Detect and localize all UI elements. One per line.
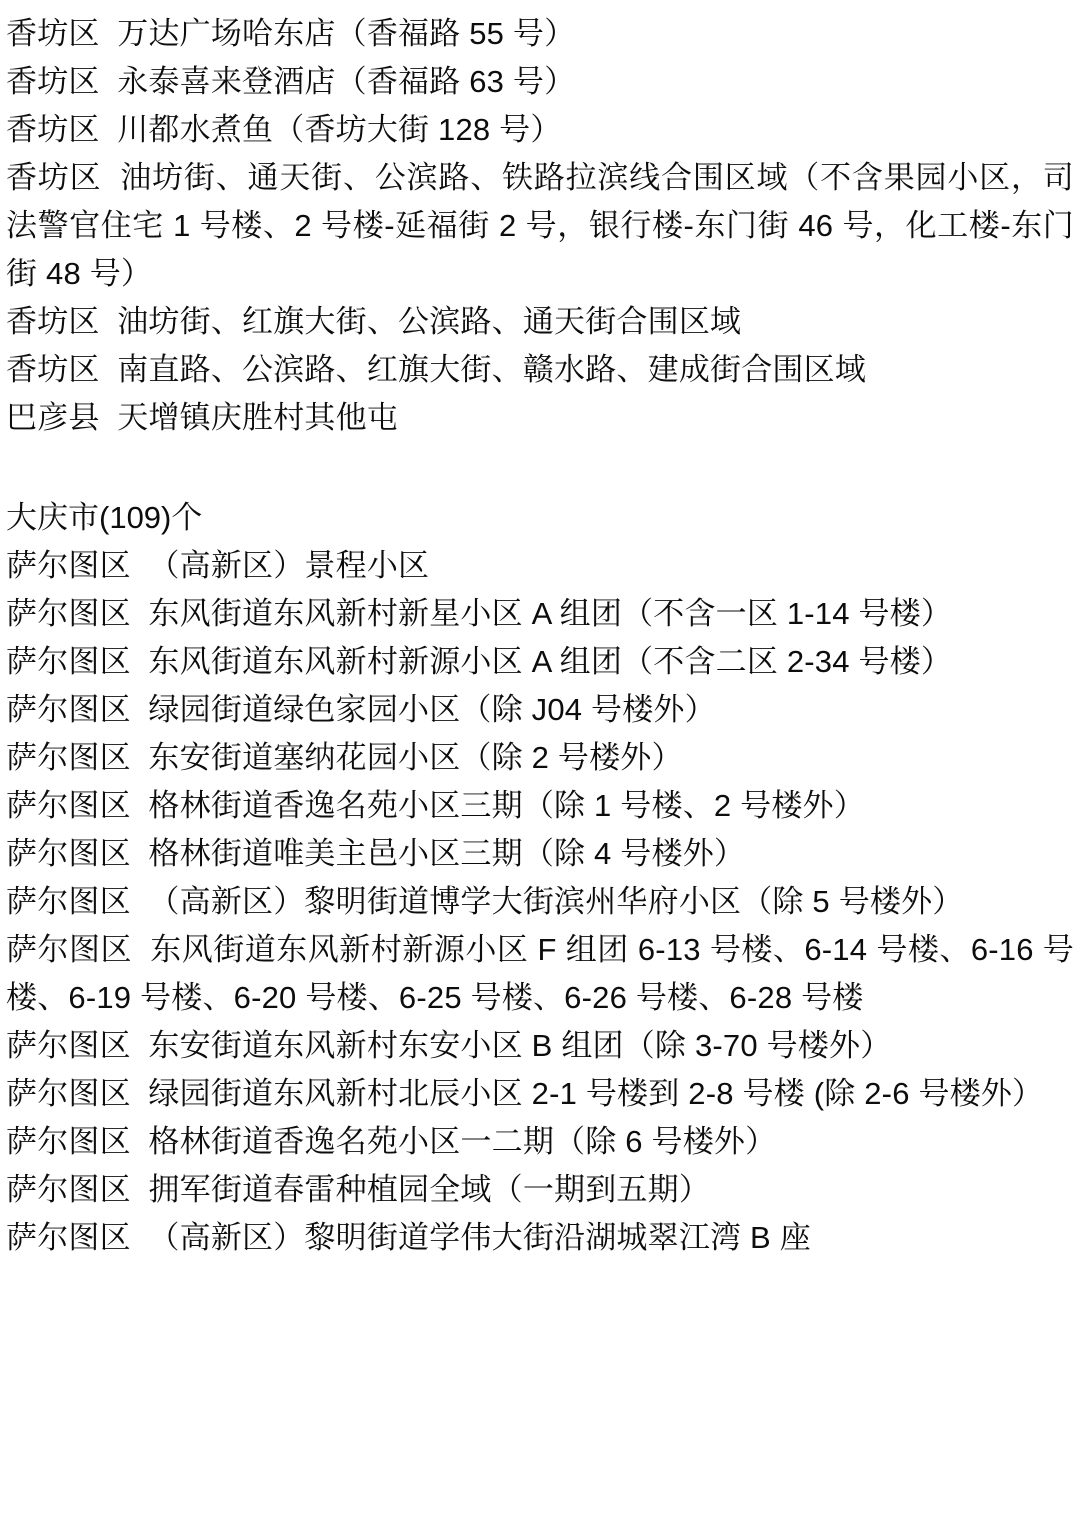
list-item: 萨尔图区 拥军街道春雷种植园全域（一期到五期） [6, 1172, 711, 1207]
list-item: 萨尔图区 绿园街道东风新村北辰小区 2-1 号楼到 2-8 号楼 (除 2-6 号楼外） [6, 1076, 1044, 1111]
list-item: 萨尔图区 东风街道东风新村新星小区 A 组团（不含一区 1-14 号楼） [6, 596, 953, 631]
section-spacer [6, 442, 1074, 494]
section-heading: 大庆市(109)个 [6, 500, 203, 535]
list-item: 巴彦县 天增镇庆胜村其他屯 [6, 400, 399, 435]
list-item: 香坊区 油坊街、红旗大街、公滨路、通天街合围区域 [6, 304, 742, 339]
list-item: 萨尔图区 东风街道东风新村新源小区 A 组团（不含二区 2-34 号楼） [6, 644, 953, 679]
list-item: 萨尔图区 格林街道香逸名苑小区一二期（除 6 号楼外） [6, 1124, 777, 1159]
list-item: 萨尔图区 （高新区）景程小区 [6, 548, 430, 583]
list-item: 香坊区 油坊街、通天街、公滨路、铁路拉滨线合围区域（不含果园小区，司法警官住宅 1 号楼、2 号楼-延福街 2 号，银行楼-东门街 46 号，化工楼-东门街 48 号） [6, 160, 1074, 291]
list-item: 香坊区 永泰喜来登酒店（香福路 63 号） [6, 64, 576, 99]
region-list-daqing [6, 494, 1074, 1262]
list-item: 萨尔图区 绿园街道绿色家园小区（除 J04 号楼外） [6, 692, 716, 727]
list-item: 萨尔图区 东安街道东风新村东安小区 B 组团（除 3-70 号楼外） [6, 1028, 892, 1063]
list-item: 香坊区 川都水煮鱼（香坊大街 128 号） [6, 112, 562, 147]
list-item: 萨尔图区 东安街道塞纳花园小区（除 2 号楼外） [6, 740, 683, 775]
list-item: 萨尔图区 东风街道东风新村新源小区 F 组团 6-13 号楼、6-14 号楼、6-16 号楼、6-19 号楼、6-20 号楼、6-25 号楼、6-26 号楼、6-28 号楼 [6, 932, 1074, 1015]
list-item: 香坊区 万达广场哈东店（香福路 55 号） [6, 16, 576, 51]
region-list-harbin [6, 10, 1074, 442]
list-item: 萨尔图区 （高新区）黎明街道博学大街滨州华府小区（除 5 号楼外） [6, 884, 964, 919]
list-item: 萨尔图区 （高新区）黎明街道学伟大街沿湖城翠江湾 B 座 [6, 1220, 811, 1255]
list-item: 萨尔图区 格林街道香逸名苑小区三期（除 1 号楼、2 号楼外） [6, 788, 865, 823]
list-item: 香坊区 南直路、公滨路、红旗大街、赣水路、建成街合围区域 [6, 352, 867, 387]
list-item: 萨尔图区 格林街道唯美主邑小区三期（除 4 号楼外） [6, 836, 746, 871]
